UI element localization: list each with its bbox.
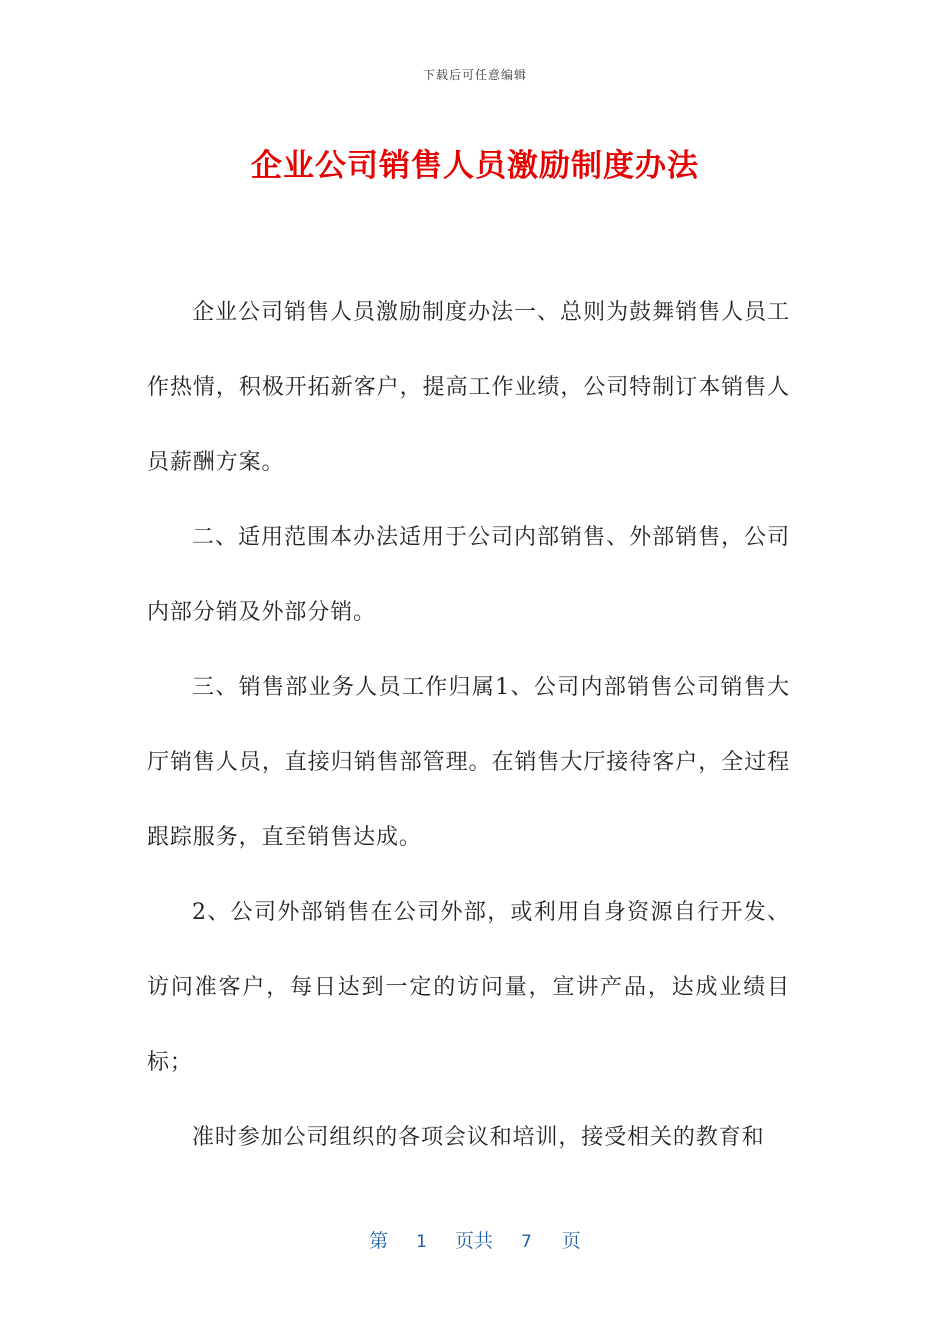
paragraph-3: 三、销售部业务人员工作归属1、公司内部销售公司销售大厅销售人员，直接归销售部管理。在销售大厅接待客户，全过程跟踪服务，直至销售达成。 xyxy=(147,675,790,850)
page-prefix: 第 xyxy=(369,1230,389,1252)
document-title: 企业公司销售人员激励制度办法 xyxy=(251,148,699,184)
paragraph-4: 2、公司外部销售在公司外部，或利用自身资源自行开发、访问准客户，每日达到一定的访问量，宣讲产品，达成业绩目标； xyxy=(147,900,790,1075)
paragraph-2: 二、适用范围本办法适用于公司内部销售、外部销售，公司内部分销及外部分销。 xyxy=(147,525,790,625)
document-body xyxy=(147,275,790,1175)
total-pages: 7 xyxy=(521,1232,532,1252)
header-note: 下载后可任意编辑 xyxy=(422,68,527,82)
paragraph-5: 准时参加公司组织的各项会议和培训，接受相关的教育和 xyxy=(192,1125,765,1150)
page-number: 1 xyxy=(416,1232,427,1252)
page-suffix: 页 xyxy=(561,1230,581,1252)
page-footer xyxy=(0,1226,950,1253)
paragraph-1: 企业公司销售人员激励制度办法一、总则为鼓舞销售人员工作热情，积极开拓新客户，提高工作业绩，公司特制订本销售人员薪酬方案。 xyxy=(147,300,790,475)
page-mid: 页共 xyxy=(454,1230,493,1252)
